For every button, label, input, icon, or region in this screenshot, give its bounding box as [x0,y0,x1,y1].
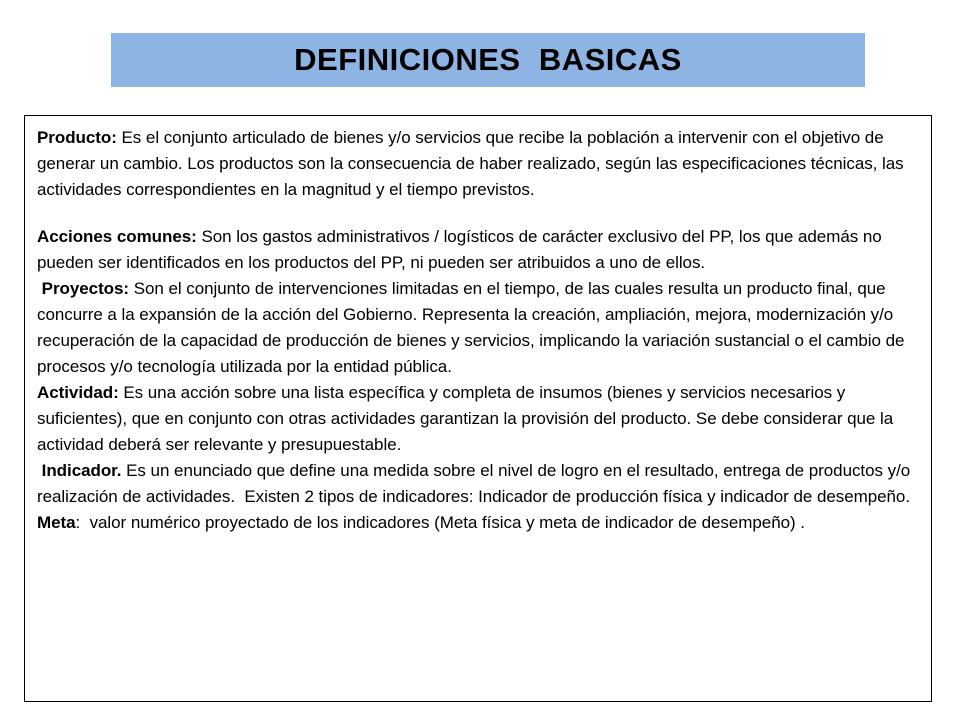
definition-term: Meta [37,513,76,532]
definition-description: Son los gastos administrativos / logísticos de carácter exclusivo del PP, los que además no pueden ser identificados en los productos del PP, ni pueden ser atribuidos a uno de ellos. [37,227,887,272]
slide-title: DEFINICIONES BASICAS [294,42,682,77]
definition-term: Actividad: [37,383,119,402]
definition-indicador [37,458,927,510]
definition-term: Producto: [37,128,117,147]
definitions-box [24,115,932,702]
definition-actividad [37,380,927,458]
title-bar [111,33,865,87]
definition-description: Es un enunciado que define una medida sobre el nivel de logro en el resultado, entrega de productos y/o realización de actividades. Existen 2 tipos de indicadores: Indicador de producción física y indicador de desempeño. [37,461,915,506]
definition-description: Es una acción sobre una lista específica y completa de insumos (bienes y servicios necesarios y suficientes), que en conjunto con otras actividades garantizan la provisión del producto. Se debe considerar que la actividad deberá ser relevante y presupuestable. [37,383,898,454]
definition-description: Son el conjunto de intervenciones limitadas en el tiempo, de las cuales resulta un producto final, que concurre a la expansión de la acción del Gobierno. Representa la creación, ampliación, mejora, modernización y/o recuperación de la capacidad de producción de bienes y servicios, implicando la variación sustancial o el cambio de procesos y/o tecnología utilizada por la entidad pública. [37,279,910,376]
definition-description: Es el conjunto articulado de bienes y/o servicios que recibe la población a intervenir con el objetivo de generar un cambio. Los productos son la consecuencia de haber realizado, según las especificaciones técnicas, las actividades correspondientes en la magnitud y el tiempo previstos. [37,128,909,199]
definition-term: Proyectos: [37,279,130,298]
definition-producto [37,125,927,203]
definition-acciones-comunes [37,224,927,276]
definition-term: Acciones comunes: [37,227,197,246]
definition-meta [37,510,927,536]
definition-term: Indicador. [37,461,122,480]
definition-description: : valor numérico proyectado de los indicadores (Meta física y meta de indicador de desempeño) . [75,513,805,532]
definition-proyectos [37,276,927,380]
